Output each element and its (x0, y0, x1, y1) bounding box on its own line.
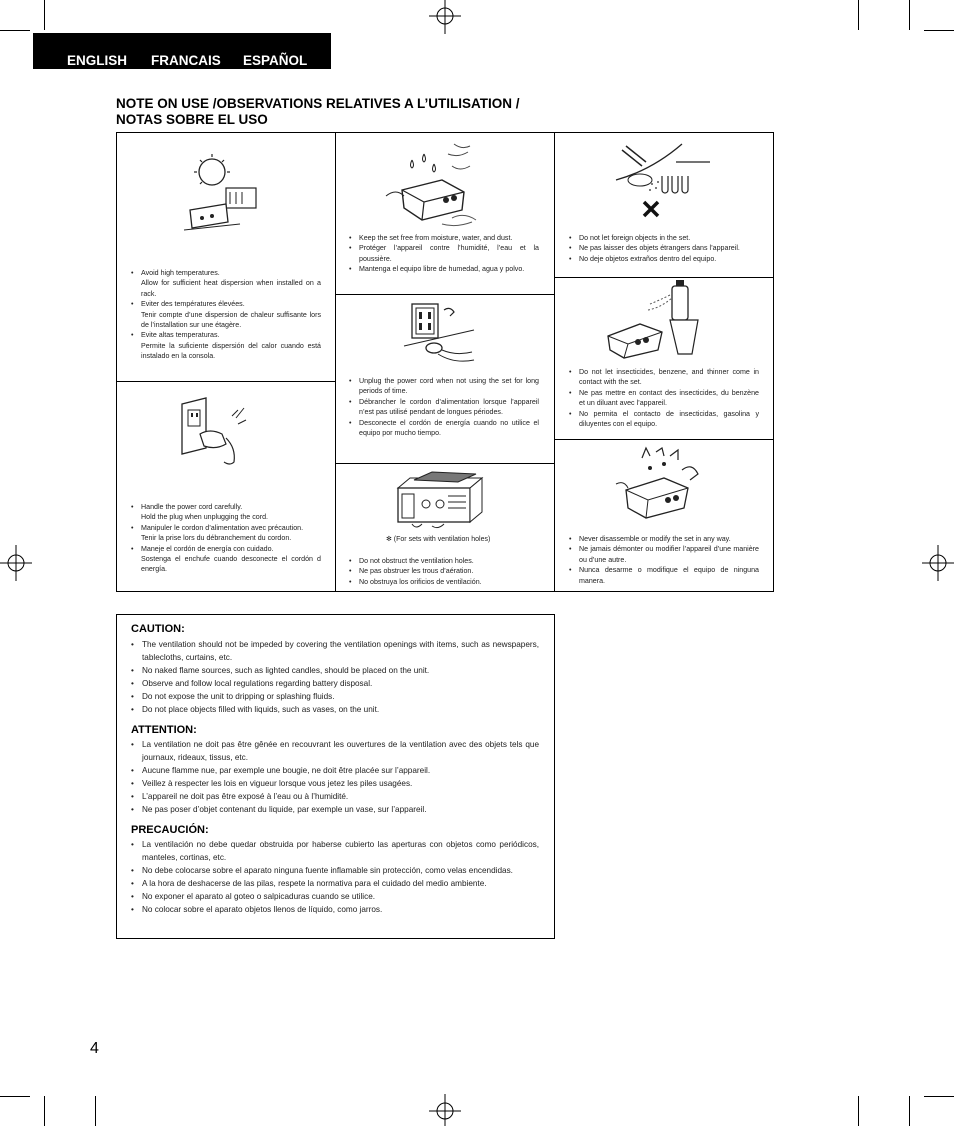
language-spanish: ESPAÑOL (243, 53, 308, 68)
sun-heat-icon (180, 152, 265, 237)
list-item: • Ne pas poser d’objet contenant du liquide, par exemple un vase, sur l’appareil. (131, 803, 539, 816)
list-item: • La ventilación no debe quedar obstruida por haberse cubierto las aperturas con objetos como periódicos, manteles, cortinas, etc. (131, 838, 539, 864)
list-item: • Aucune flamme nue, par exemple une bougie, ne doit être placée sur l’appareil. (131, 764, 539, 777)
language-french: FRANCAIS (151, 53, 221, 68)
temperature-text (131, 268, 321, 362)
foreign-objects-text (569, 233, 759, 264)
list-item: • Do not place objects filled with liquids, such as vases, on the unit. (131, 703, 539, 716)
moisture-text (349, 233, 539, 275)
list-item: • Keep the set free from moisture, water, and dust. (349, 233, 539, 243)
caution-box (116, 614, 555, 939)
list-item: • L’appareil ne doit pas être exposé à l’eau ou à l’humidité. (131, 790, 539, 803)
power-cord-text (131, 502, 321, 575)
ventilation-note: ✻ (For sets with ventilation holes) (386, 536, 491, 543)
ventilation-obstruction-icon (392, 470, 492, 532)
list-item: • La ventilation ne doit pas être gênée en recouvrant les ouvertures de la ventilation avec des objets tels que journaux, rideaux, tissus, etc. (131, 738, 539, 764)
foreign-objects-icon (612, 140, 712, 220)
list-item: • Evite altas temperaturas. Permite la suficiente dispersión del calor cuando está instalado en la consola. (131, 330, 321, 361)
list-item: • No exponer el aparato al goteo o salpicaduras cuando se utilice. (131, 890, 539, 903)
list-item: • Maneje el cordón de energía con cuidado. Sostenga el enchufe cuando desconecte el cordón d energía. (131, 544, 321, 575)
list-item: • Manipuler le cordon d’alimentation avec précaution. Tenir la prise lors du débranchement du cordon. (131, 523, 321, 544)
list-item: • Ne jamais démonter ou modifier l’appareil d’une manière ou d’une autre. (569, 544, 759, 565)
list-item: • No permita el contacto de insecticidas, gasolina y diluyentes con el equipo. (569, 409, 759, 430)
list-item: • Observe and follow local regulations regarding battery disposal. (131, 677, 539, 690)
caution-list-french (131, 738, 539, 816)
list-item: • No debe colocarse sobre el aparato ninguna fuente inflamable sin protección, como velas encendidas. (131, 864, 539, 877)
list-item: • Do not let foreign objects in the set. (569, 233, 759, 243)
registration-mark-top (428, 0, 464, 34)
list-item: • Ne pas laisser des objets étrangers dans l’appareil. (569, 243, 759, 253)
caution-list-spanish (131, 838, 539, 916)
registration-mark-bottom (428, 1094, 464, 1126)
list-item: • Do not expose the unit to dripping or splashing fluids. (131, 690, 539, 703)
insecticide-spray-icon (600, 280, 710, 360)
moisture-dust-icon (382, 140, 482, 230)
list-item: • A la hora de deshacerse de las pilas, respete la normativa para el cuidado del medio ambiente. (131, 877, 539, 890)
list-item: • Eviter des températures élevées. Tenir compte d’une dispersion de chaleur suffisante lors de l’installation sur une étagère. (131, 299, 321, 330)
list-item: • No obstruya los orificios de ventilación. (349, 577, 539, 587)
list-item: • The ventilation should not be impeded by covering the ventilation openings with items, such as newspapers, tablecloths, curtains, etc. (131, 638, 539, 664)
wall-outlet-icon (398, 300, 478, 370)
plug-handling-icon (178, 398, 258, 468)
page-title-line1: NOTE ON USE /OBSERVATIONS RELATIVES A L’UTILISATION / (116, 96, 520, 111)
list-item: • Débrancher le cordon d’alimentation lorsque l’appareil n’est pas utilisé pendant de longues périodes. (349, 397, 539, 418)
page-title-line2: NOTAS SOBRE EL USO (116, 111, 268, 127)
list-item: • Veillez à respecter les lois en vigueur lorsque vous jetez les piles usagées. (131, 777, 539, 790)
list-item: • Desconecte el cordón de energía cuando no utilice el equipo por mucho tiempo. (349, 418, 539, 439)
list-item: • Mantenga el equipo libre de humedad, agua y polvo. (349, 264, 539, 274)
list-item: • Unplug the power cord when not using the set for long periods of time. (349, 376, 539, 397)
list-item: • Nunca desarme o modifique el equipo de ninguna manera. (569, 565, 759, 586)
list-item: • Never disassemble or modify the set in any way. (569, 534, 759, 544)
list-item: • No deje objetos extraños dentro del equipo. (569, 254, 759, 264)
list-item: • Ne pas obstruer les trous d’aération. (349, 566, 539, 576)
page-title (116, 96, 520, 127)
caution-heading-english: CAUTION: (131, 623, 185, 635)
caution-heading-french: ATTENTION: (131, 724, 197, 736)
list-item: • Avoid high temperatures. Allow for sufficient heat dispersion when installed on a rack. (131, 268, 321, 299)
unplug-text (349, 376, 539, 438)
list-item: • Do not obstruct the ventilation holes. (349, 556, 539, 566)
language-english: ENGLISH (67, 53, 128, 68)
registration-mark-left (0, 545, 32, 581)
list-item: • Ne pas mettre en contact des insecticides, du benzène et un diluant avec l’appareil. (569, 388, 759, 409)
disassemble-text (569, 534, 759, 586)
list-item: • No colocar sobre el aparato objetos llenos de líquido, como jarros. (131, 903, 539, 916)
list-item: • Do not let insecticides, benzene, and thinner come in contact with the set. (569, 367, 759, 388)
registration-mark-right (922, 545, 954, 581)
list-item: • Handle the power cord carefully. Hold the plug when unplugging the cord. (131, 502, 321, 523)
page-number: 4 (90, 1040, 99, 1057)
caution-heading-spanish: PRECAUCIÓN: (131, 824, 209, 836)
caution-list-english (131, 638, 539, 716)
language-bar (33, 33, 331, 69)
disassemble-icon (612, 446, 712, 524)
insecticides-text (569, 367, 759, 429)
list-item: • No naked flame sources, such as lighted candles, should be placed on the unit. (131, 664, 539, 677)
list-item: • Protéger l’appareil contre l’humidité, l’eau et la poussière. (349, 243, 539, 264)
ventilation-text (349, 556, 539, 587)
